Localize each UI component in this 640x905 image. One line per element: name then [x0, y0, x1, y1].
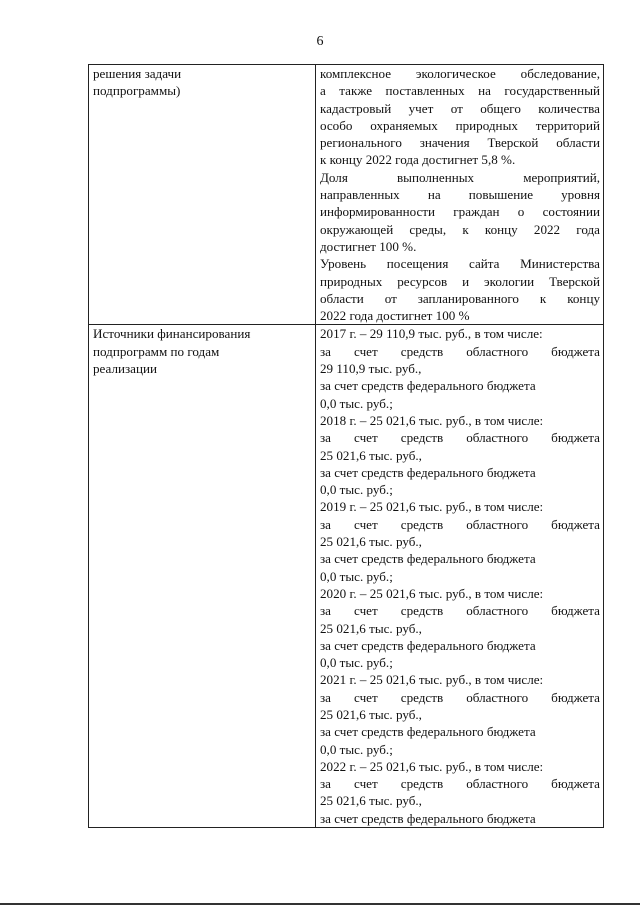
- subprogram-passport-table: [88, 64, 604, 828]
- row-content-line: за счет средств федерального бюджета: [320, 724, 536, 740]
- row-content-line: окружающей среды, к концу 2022 года: [320, 221, 600, 237]
- row-content-line: за счет средств федерального бюджета: [320, 378, 536, 394]
- row-content-line: за счет средств областного бюджета: [320, 689, 600, 705]
- row-label-line: подпрограмм по годам: [93, 343, 220, 359]
- row-label-line: Источники финансирования: [93, 326, 251, 342]
- row-content-cell: [316, 325, 604, 828]
- row-content-line: 2021 г. – 25 021,6 тыс. руб., в том числе:: [320, 672, 544, 688]
- row-content-line: за счет средств областного бюджета: [320, 603, 600, 619]
- row-content-line: 0,0 тыс. руб.;: [320, 568, 393, 584]
- row-content-line: за счет средств областного бюджета: [320, 516, 600, 532]
- row-content-line: информированности граждан о состоянии: [320, 204, 600, 220]
- row-content-line: 2019 г. – 25 021,6 тыс. руб., в том числе:: [320, 499, 544, 515]
- row-content-line: 2022 г. – 25 021,6 тыс. руб., в том числе:: [320, 758, 544, 774]
- row-content-line: природных ресурсов и экологии Тверской: [320, 273, 600, 289]
- row-content-line: за счет средств федерального бюджета: [320, 464, 536, 480]
- row-label-line: реализации: [93, 361, 157, 377]
- page-number: 6: [316, 34, 324, 49]
- row-content-line: 0,0 тыс. руб.;: [320, 482, 393, 498]
- row-content-line: 29 110,9 тыс. руб.,: [320, 361, 422, 377]
- row-content-line: 25 021,6 тыс. руб.,: [320, 620, 422, 636]
- row-content-line: 2022 года достигнет 100 %: [320, 308, 470, 324]
- row-label-line: решения задачи: [93, 66, 182, 81]
- row-content-line: за счет средств федерального бюджета: [320, 810, 536, 826]
- row-content-line: кадастровый учет от общего количества: [320, 100, 600, 116]
- row-content-line: Доля выполненных мероприятий,: [320, 169, 600, 185]
- row-content-line: 0,0 тыс. руб.;: [320, 395, 393, 411]
- row-content-line: за счет средств федерального бюджета: [320, 551, 536, 567]
- row-content-line: области от запланированного к концу: [320, 290, 600, 306]
- row-content-line: за счет средств областного бюджета: [320, 430, 600, 446]
- row-content-line: 0,0 тыс. руб.;: [320, 741, 393, 757]
- row-content-line: за счет средств областного бюджета: [320, 343, 600, 359]
- row-content-line: комплексное экологическое обследование,: [320, 66, 600, 81]
- row-label-line: подпрограммы): [93, 83, 181, 99]
- row-content-line: 2017 г. – 29 110,9 тыс. руб., в том числе:: [320, 326, 543, 342]
- table-row: [89, 325, 604, 828]
- row-content-line: к концу 2022 года достигнет 5,8 %.: [320, 152, 516, 168]
- row-content-line: а также поставленных на государственный: [320, 83, 600, 99]
- row-content-line: 2018 г. – 25 021,6 тыс. руб., в том числе:: [320, 412, 544, 428]
- row-content-line: за счет средств областного бюджета: [320, 776, 600, 792]
- row-content-line: за счет средств федерального бюджета: [320, 637, 536, 653]
- row-content-line: достигнет 100 %.: [320, 238, 417, 254]
- row-content-line: 25 021,6 тыс. руб.,: [320, 706, 422, 722]
- row-content-line: особо охраняемых природных территорий: [320, 117, 600, 133]
- row-content-line: 2020 г. – 25 021,6 тыс. руб., в том числе:: [320, 585, 544, 601]
- row-label-cell: [89, 65, 316, 325]
- row-content-cell: [316, 65, 604, 325]
- row-content-line: 25 021,6 тыс. руб.,: [320, 793, 422, 809]
- row-content-line: регионального значения Тверской области: [320, 135, 600, 151]
- table-row: [89, 65, 604, 325]
- row-content-line: направленных на повышение уровня: [320, 187, 600, 203]
- row-content-line: 25 021,6 тыс. руб.,: [320, 534, 422, 550]
- row-content-line: 0,0 тыс. руб.;: [320, 655, 393, 671]
- row-content-line: 25 021,6 тыс. руб.,: [320, 447, 422, 463]
- row-content-line: Уровень посещения сайта Министерства: [320, 256, 600, 272]
- row-label-cell: [89, 325, 316, 828]
